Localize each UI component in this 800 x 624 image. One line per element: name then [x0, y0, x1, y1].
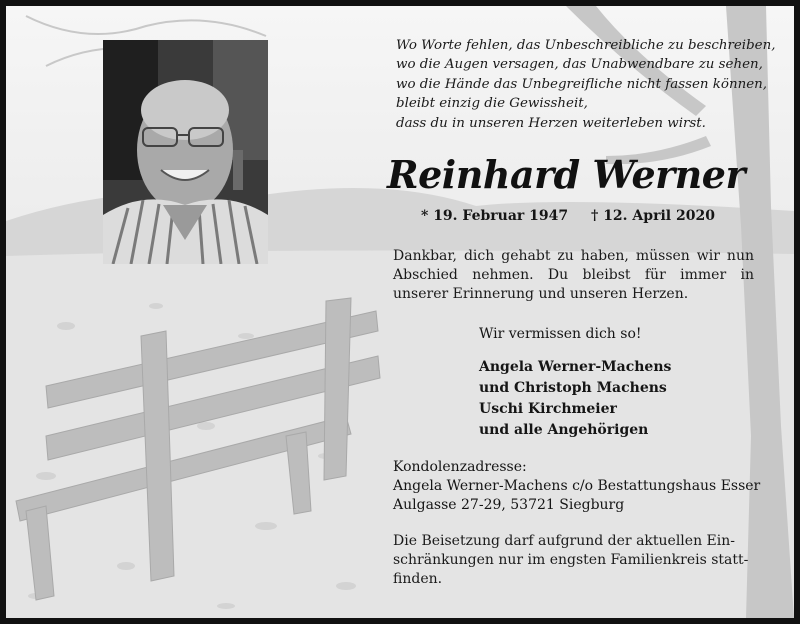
- birth-date: * 19. Februar 1947: [421, 208, 569, 224]
- poem-line: wo die Augen versagen, das Unabwendbare zu sehen,: [396, 57, 763, 73]
- burial-note-line: finden.: [393, 570, 443, 587]
- poem-line: dass du in unseren Herzen weiterleben wirst.: [396, 115, 706, 131]
- family-member: und alle Angehörigen: [479, 422, 649, 438]
- poem: [396, 36, 776, 133]
- condolence-label: Kondolenzadresse:: [393, 459, 527, 475]
- deceased-name: Reinhard Werner: [387, 152, 745, 197]
- poem-line: Wo Worte fehlen, das Unbeschreibliche zu beschreiben,: [396, 38, 776, 53]
- portrait-photo: [103, 40, 268, 264]
- condolence-line: Aulgasse 27-29, 53721 Siegburg: [393, 497, 625, 514]
- condolence-line: Angela Werner-Machens c/o Bestattungshaus Esser: [393, 478, 761, 495]
- death-date: † 12. April 2020: [591, 208, 715, 224]
- family-list: [479, 357, 671, 441]
- family-member: Uschi Kirchmeier: [479, 401, 617, 417]
- condolence-address: [393, 458, 760, 516]
- family-member: und Christoph Machens: [479, 380, 667, 396]
- burial-note-line: Die Beisetzung darf aufgrund der aktuellen Ein-: [393, 533, 735, 549]
- poem-line: wo die Hände das Unbegreifliche nicht fassen können,: [396, 76, 768, 92]
- miss-line: Wir vermissen dich so!: [479, 326, 642, 342]
- burial-note-line: schränkungen nur im engsten Familienkreis statt-: [393, 551, 749, 568]
- farewell-text: Dankbar, dich gehabt zu haben, müssen wir nun Abschied nehmen. Du bleibst für immer in unserer Erinnerung und unseren Herzen.: [393, 248, 754, 302]
- burial-note: [393, 532, 754, 588]
- poem-line: bleibt einzig die Gewissheit,: [396, 96, 588, 112]
- family-member: Angela Werner-Machens: [479, 359, 672, 375]
